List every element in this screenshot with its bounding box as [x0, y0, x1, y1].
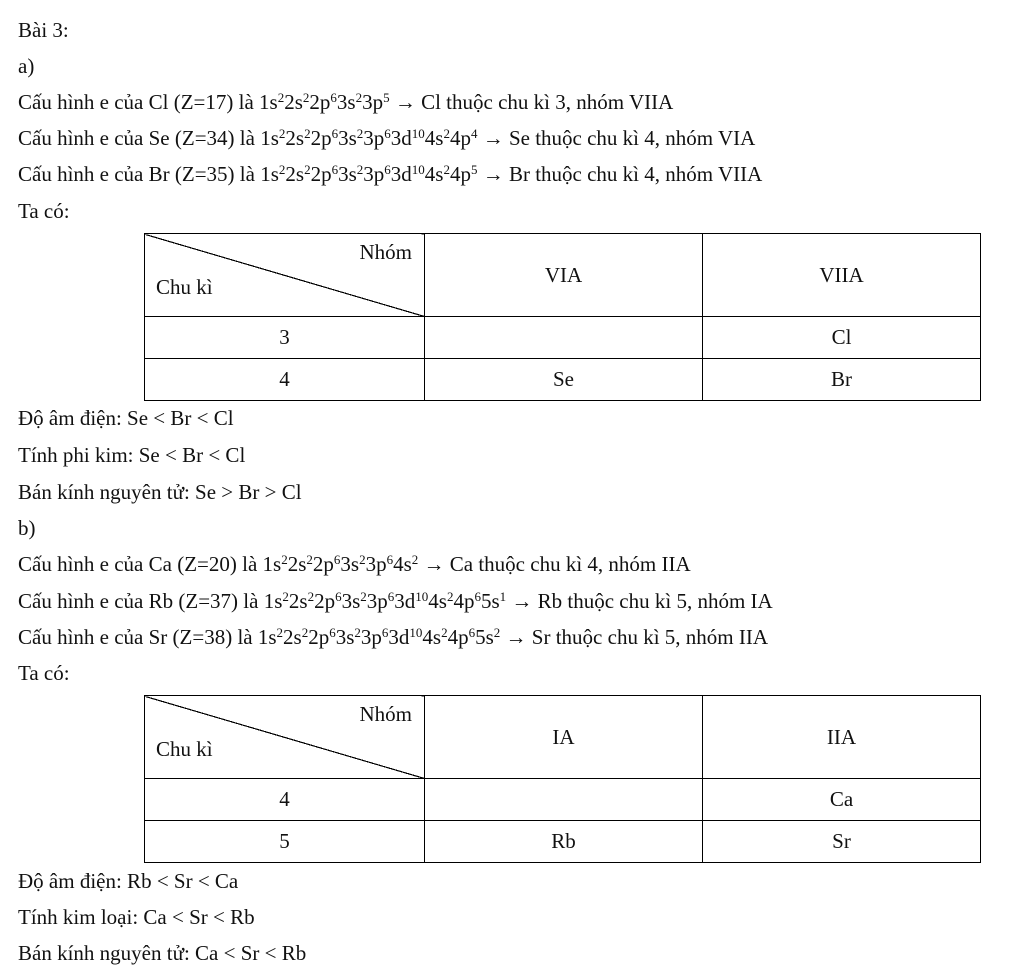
- element-cell: [425, 317, 703, 359]
- exercise-title: Bài 3:: [18, 18, 69, 42]
- part-a-label: a): [18, 54, 35, 78]
- part-b-label: b): [18, 516, 36, 540]
- period-header-label: Chu kì: [156, 737, 213, 761]
- periodic-table-a: [144, 233, 981, 401]
- group-header-label: Nhóm: [359, 240, 412, 264]
- config-line-ca: [18, 552, 691, 576]
- config-conclusion: → Sr thuộc chu kì 5, nhóm IIA: [500, 625, 769, 649]
- period-cell: 4: [145, 779, 425, 821]
- config-line-cl: [18, 90, 673, 114]
- element-cell: Br: [703, 359, 981, 401]
- element-cell: [425, 779, 703, 821]
- conclusion-radius-b: Bán kính nguyên tử: Ca < Sr < Rb: [18, 941, 307, 965]
- group-header: IIA: [703, 696, 981, 779]
- config-line-rb: [18, 589, 773, 613]
- group-header-label: Nhóm: [359, 702, 412, 726]
- group-header: VIA: [425, 234, 703, 317]
- config-conclusion: → Se thuộc chu kì 4, nhóm VIA: [477, 126, 756, 150]
- element-cell: Sr: [703, 821, 981, 863]
- config-prefix: Cấu hình e của Rb (Z=37) là: [18, 589, 264, 613]
- period-header-label: Chu kì: [156, 275, 213, 299]
- conclusion-metallic-b: Tính kim loại: Ca < Sr < Rb: [18, 905, 255, 929]
- period-cell: 4: [145, 359, 425, 401]
- conclusion-radius-a: Bán kính nguyên tử: Se > Br > Cl: [18, 480, 302, 504]
- conclusion-nonmetallic-a: Tính phi kim: Se < Br < Cl: [18, 443, 246, 467]
- config-conclusion: → Ca thuộc chu kì 4, nhóm IIA: [418, 552, 691, 576]
- element-cell: Se: [425, 359, 703, 401]
- electron-configuration: $1s^22s^22p^63s^23p^63d^{10}4s^24p^65s^2$: [257, 625, 501, 649]
- config-line-br: [18, 162, 762, 186]
- config-line-sr: [18, 625, 768, 649]
- config-prefix: Cấu hình e của Ca (Z=20) là: [18, 552, 263, 576]
- config-line-se: [18, 126, 755, 150]
- conclusion-electronegativity-b: Độ âm điện: Rb < Sr < Ca: [18, 869, 239, 893]
- period-cell: 3: [145, 317, 425, 359]
- ta-co-b: Ta có:: [18, 661, 70, 685]
- element-cell: Cl: [703, 317, 981, 359]
- electron-configuration: $1s^22s^22p^63s^23p^64s^2$: [262, 552, 419, 576]
- period-cell: 5: [145, 821, 425, 863]
- electron-configuration: $1s^22s^22p^63s^23p^63d^{10}4s^24p^5$: [260, 162, 478, 186]
- element-cell: Ca: [703, 779, 981, 821]
- electron-configuration: $1s^22s^22p^63s^23p^63d^{10}4s^24p^65s^1$: [263, 589, 507, 613]
- conclusion-electronegativity-a: Độ âm điện: Se < Br < Cl: [18, 406, 234, 430]
- table-corner-cell: [145, 234, 425, 317]
- periodic-table-b: [144, 695, 981, 863]
- config-conclusion: → Cl thuộc chu kì 3, nhóm VIIA: [389, 90, 674, 114]
- config-prefix: Cấu hình e của Br (Z=35) là: [18, 162, 261, 186]
- config-prefix: Cấu hình e của Sr (Z=38) là: [18, 625, 258, 649]
- table-corner-cell: [145, 696, 425, 779]
- group-header: IA: [425, 696, 703, 779]
- electron-configuration: $1s^22s^22p^63s^23p^5$: [259, 90, 390, 114]
- config-conclusion: → Rb thuộc chu kì 5, nhóm IA: [506, 589, 773, 613]
- element-cell: Rb: [425, 821, 703, 863]
- config-prefix: Cấu hình e của Cl (Z=17) là: [18, 90, 260, 114]
- ta-co-a: Ta có:: [18, 199, 70, 223]
- electron-configuration: $1s^22s^22p^63s^23p^63d^{10}4s^24p^4$: [260, 126, 478, 150]
- config-conclusion: → Br thuộc chu kì 4, nhóm VIIA: [477, 162, 763, 186]
- group-header: VIIA: [703, 234, 981, 317]
- config-prefix: Cấu hình e của Se (Z=34) là: [18, 126, 261, 150]
